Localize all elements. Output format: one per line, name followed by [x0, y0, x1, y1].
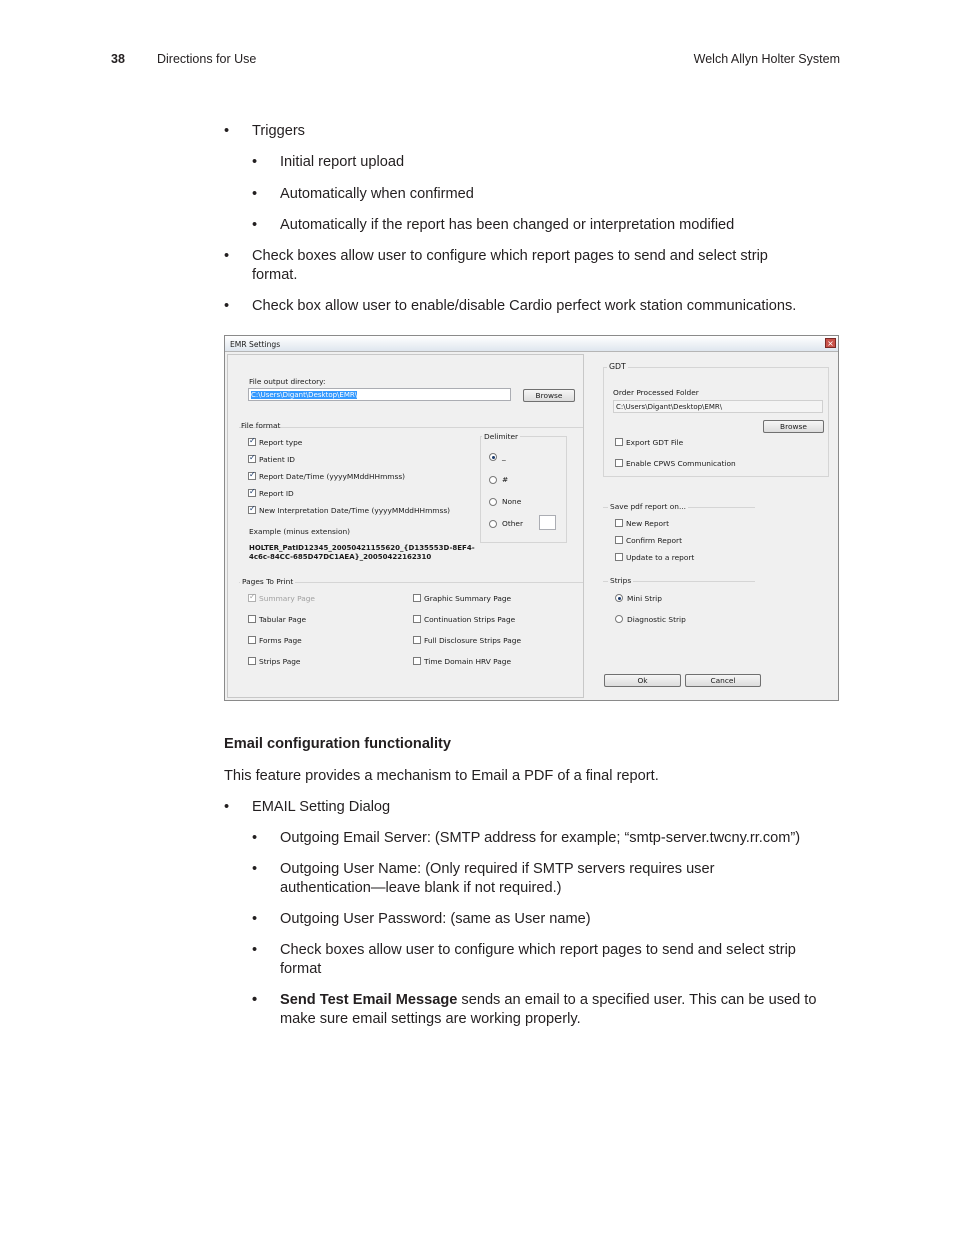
delimiter-hash-label: # [502, 475, 509, 484]
update-report-label: Update to a report [626, 553, 695, 562]
delimiter-underscore-radio[interactable] [489, 453, 497, 461]
full-disclosure-checkbox[interactable] [413, 636, 421, 644]
example-line-2: 4c6c-84CC-685D47DC1AEA}_20050422162310 [249, 553, 432, 561]
example-line-1: HOLTER_PatID12345_20050421155620_{D135553D-8EF4- [249, 544, 475, 552]
summary-page-checkbox[interactable] [248, 594, 256, 602]
bullet-text: Automatically when confirmed [280, 186, 474, 202]
mini-strip-label: Mini Strip [627, 594, 662, 603]
export-gdt-label: Export GDT File [626, 438, 684, 447]
new-report-checkbox[interactable] [615, 519, 623, 527]
report-id-label: Report ID [259, 489, 294, 498]
confirm-report-label: Confirm Report [626, 536, 682, 545]
mini-strip-radio[interactable] [615, 594, 623, 602]
bullet-mark: • [252, 911, 258, 927]
dialog-title: EMR Settings [230, 340, 281, 349]
bullet-mark: • [224, 248, 230, 264]
report-type-checkbox[interactable] [248, 438, 256, 446]
bullet-mark: • [252, 992, 258, 1008]
cancel-button[interactable]: Cancel [685, 674, 761, 687]
bullet-text: Outgoing User Password: (same as User name) [280, 911, 591, 927]
delimiter-other-radio[interactable] [489, 520, 497, 528]
delimiter-underscore-label: _ [502, 452, 506, 461]
delimiter-label: Delimiter [484, 432, 519, 441]
bullet-text: Check boxes allow user to configure which report pages to send and select strip format [280, 942, 796, 977]
email-intro: This feature provides a mechanism to Email a PDF of a final report. [224, 768, 659, 784]
order-folder-value: C:\Users\Digant\Desktop\EMR\ [616, 403, 723, 411]
update-report-checkbox[interactable] [615, 553, 623, 561]
interp-datetime-checkbox[interactable] [248, 506, 256, 514]
full-disclosure-label: Full Disclosure Strips Page [424, 636, 521, 645]
file-output-input[interactable] [248, 388, 511, 401]
pages-to-print-label: Pages To Print [242, 577, 294, 586]
strips-page-label: Strips Page [259, 657, 301, 666]
bullet-text: Check boxes allow user to configure which report pages to send and select strip format. [252, 248, 768, 283]
export-gdt-checkbox[interactable] [615, 438, 623, 446]
forms-page-checkbox[interactable] [248, 636, 256, 644]
report-datetime-checkbox[interactable] [248, 472, 256, 480]
close-button[interactable]: × [825, 338, 836, 348]
order-folder-label: Order Processed Folder [613, 388, 699, 397]
send-test-rest: sends an email to a specified user. This can be used to make sure email settings are working properly. [280, 992, 817, 1027]
report-id-checkbox[interactable] [248, 489, 256, 497]
email-section-heading: Email configuration functionality [224, 736, 452, 752]
summary-page-label: Summary Page [259, 594, 315, 603]
graphic-summary-checkbox[interactable] [413, 594, 421, 602]
bullet-mark: • [252, 942, 258, 958]
browse-button[interactable]: Browse [523, 389, 575, 402]
bullet-text: Outgoing User Name: (Only required if SMTP servers requires user authentication—leave blank if not required.) [280, 861, 715, 896]
report-type-label: Report type [259, 438, 303, 447]
time-domain-hrv-label: Time Domain HRV Page [424, 657, 512, 666]
strips-group [603, 581, 755, 641]
delimiter-other-input[interactable] [539, 515, 556, 530]
tabular-page-label: Tabular Page [259, 615, 307, 624]
tabular-page-checkbox[interactable] [248, 615, 256, 623]
bullet-mark: • [224, 123, 230, 139]
gdt-label: GDT [609, 362, 626, 371]
bullet-mark: • [252, 154, 258, 170]
bullet-text: EMAIL Setting Dialog [252, 799, 391, 815]
patient-id-checkbox[interactable] [248, 455, 256, 463]
continuation-strips-checkbox[interactable] [413, 615, 421, 623]
bullet-mark: • [252, 830, 258, 846]
delimiter-other-label: Other [502, 519, 523, 528]
enable-cpws-label: Enable CPWS Communication [626, 459, 736, 468]
delimiter-hash-radio[interactable] [489, 476, 497, 484]
ok-button[interactable]: Ok [604, 674, 681, 687]
strips-label: Strips [610, 576, 632, 585]
delimiter-none-label: None [502, 497, 522, 506]
bullet-text [280, 991, 840, 1029]
bullet-mark: • [252, 186, 258, 202]
order-folder-input[interactable] [613, 400, 823, 413]
save-pdf-label: Save pdf report on... [610, 502, 686, 511]
confirm-report-checkbox[interactable] [615, 536, 623, 544]
running-header-section: Directions for Use [157, 52, 257, 66]
new-report-label: New Report [626, 519, 669, 528]
running-header-product: Welch Allyn Holter System [693, 52, 840, 66]
enable-cpws-checkbox[interactable] [615, 459, 623, 467]
bullet-text: Automatically if the report has been changed or interpretation modified [280, 217, 735, 233]
diagnostic-strip-label: Diagnostic Strip [627, 615, 686, 624]
bullet-mark: • [224, 799, 230, 815]
bullet-text: Initial report upload [280, 154, 405, 170]
report-datetime-label: Report Date/Time (yyyyMMddHHmmss) [259, 472, 406, 481]
dialog-titlebar [225, 336, 838, 352]
file-output-value: C:\Users\Digant\Desktop\EMR\ [251, 391, 358, 399]
send-test-bold: Send Test Email Message [280, 992, 458, 1008]
time-domain-hrv-checkbox[interactable] [413, 657, 421, 665]
gdt-browse-button[interactable]: Browse [763, 420, 824, 433]
continuation-strips-label: Continuation Strips Page [424, 615, 516, 624]
forms-page-label: Forms Page [259, 636, 302, 645]
bullet-text: Outgoing Email Server: (SMTP address for example; “smtp-server.twcny.rr.com”) [280, 830, 801, 846]
page-number: 38 [111, 52, 125, 66]
bullet-text: Check box allow user to enable/disable Cardio perfect work station communications. [252, 298, 797, 314]
interp-datetime-label: New Interpretation Date/Time (yyyyMMddHHmmss) [259, 506, 451, 515]
example-label: Example (minus extension) [249, 527, 351, 536]
file-output-label: File output directory: [249, 377, 326, 386]
file-format-label: File format [241, 421, 281, 430]
bullet-mark: • [252, 861, 258, 877]
emr-settings-dialog [224, 335, 839, 701]
diagnostic-strip-radio[interactable] [615, 615, 623, 623]
bullet-mark: • [224, 298, 230, 314]
strips-page-checkbox[interactable] [248, 657, 256, 665]
delimiter-none-radio[interactable] [489, 498, 497, 506]
bullet-mark: • [252, 217, 258, 233]
patient-id-label: Patient ID [259, 455, 295, 464]
graphic-summary-label: Graphic Summary Page [424, 594, 512, 603]
bullet-text: Triggers [252, 123, 305, 139]
